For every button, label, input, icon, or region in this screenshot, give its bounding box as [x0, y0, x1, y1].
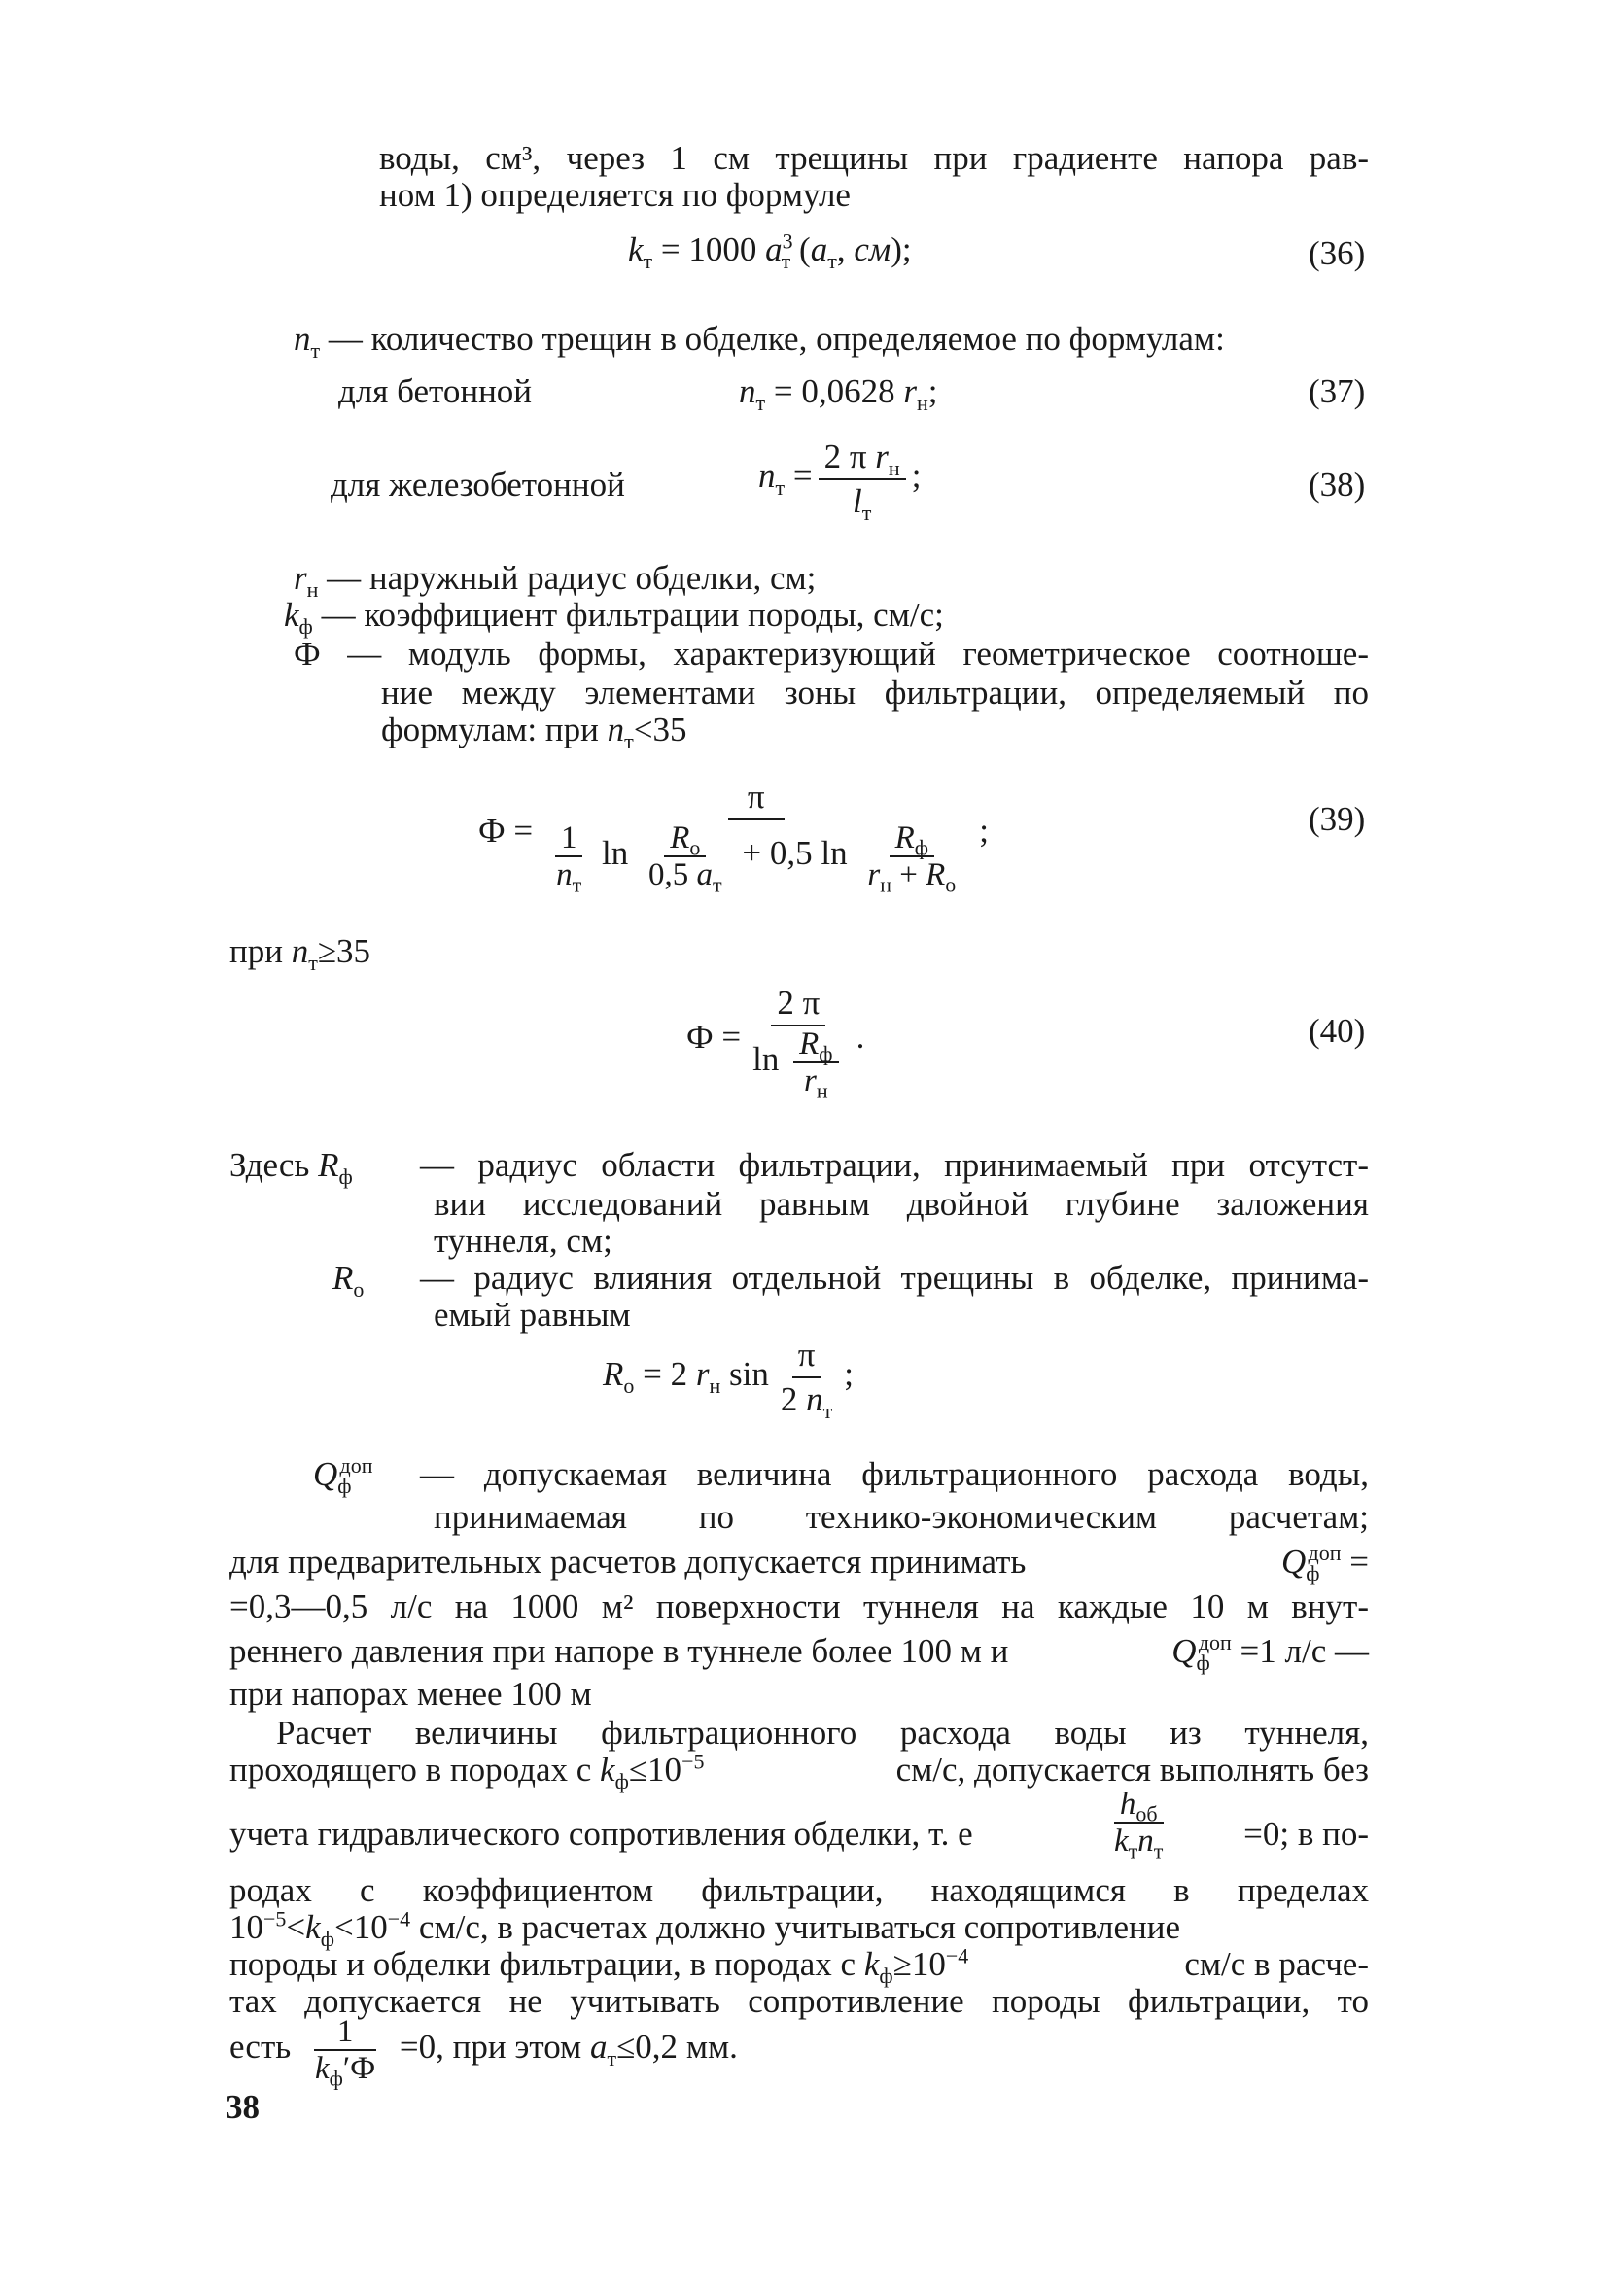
text: для предварительных расчетов допускается принимать	[229, 1543, 1027, 1581]
symbol-q: $Q_ф^{доп}$	[313, 1453, 373, 1498]
text: Здесь	[229, 1146, 310, 1184]
text-line: — допускаемая величина фильтрационного расхода воды,	[420, 1455, 1369, 1493]
text-line: — радиус области фильтрации, принимаемый при отсутст-	[420, 1146, 1369, 1184]
definition-rn: $r_н$ — наружный радиус обделки, см;	[294, 559, 817, 602]
text: породы и обделки фильтрации, в породах с	[229, 1945, 856, 1983]
text: см/с, в расчетах должно учитываться сопротивление	[418, 1908, 1180, 1946]
text: — количество трещин в обделке, определяемое по формулам:	[328, 320, 1225, 358]
text: — наружный радиус обделки, см;	[327, 559, 817, 597]
definition-ro: $R_о$	[332, 1259, 365, 1302]
text: =0; в по-	[1243, 1815, 1369, 1853]
text-line: родах с коэффициентом фильтрации, находящимся в пределах	[229, 1871, 1369, 1909]
text-line: — радиус влияния отдельной трещины в обделке, принима-	[420, 1259, 1369, 1297]
text-line: вии исследований равным двойной глубине заложения	[434, 1185, 1369, 1223]
definition-kf: $k_ф$ — коэффициент фильтрации породы, см/с;	[284, 596, 944, 639]
definition-phi: Ф — модуль формы, характеризующий геометрическое соотноше-	[294, 635, 1369, 673]
text: реннего давления при напоре в туннеле более 100 м и	[229, 1632, 1009, 1670]
equation-number: (36)	[1309, 234, 1366, 272]
formula-40: Ф = 2 π ln $\frac{R_ф}{r_н}$ .	[686, 984, 865, 1103]
text: =1 л/с —	[1240, 1632, 1369, 1670]
text-line: породы и обделки фильтрации, в породах с $k_ф\ge 10^{-4}$ см/с в расче-	[229, 1943, 1369, 1988]
formula-36: $k_т = 1000$ $a^3_т$ ($a_т$, см);	[628, 228, 912, 273]
text-line: емый равным	[434, 1296, 631, 1334]
text-line: ном 1) определяется по формуле	[379, 176, 851, 214]
text-line: есть $\frac{1}{k_ф'Ф}$ =0, при этом $a_т\le 0,2$ мм.	[229, 2014, 738, 2091]
text-line: для предварительных расчетов допускается принимать $Q_ф^{доп}$ =	[229, 1541, 1369, 1585]
text: формулам: при	[381, 711, 599, 748]
text: см/с в расче-	[1184, 1945, 1369, 1983]
text-line: формулам: при $n_т<35$	[381, 711, 687, 753]
text-line: Здесь $R_ф$	[229, 1146, 353, 1189]
label: для железобетонной	[331, 466, 625, 504]
formula-38: $n_т$ = $\frac{2 \pi r_н}{l_т}$ ;	[758, 437, 922, 525]
formula-39: Ф = π $\frac{1}{n_т}$ ln $\frac{R_о}{0,5 a_т}$ + 0,5 ln $\frac{R_ф}{r_н + R_о}$ ;	[478, 778, 989, 897]
text: есть	[229, 2028, 292, 2067]
text: =0, при этом	[399, 2028, 582, 2067]
formula-37: $n_т = 0,0628$ $r_н$;	[739, 372, 938, 415]
text-line: воды, см³, через 1 см трещины при градиенте напора рав-	[379, 139, 1369, 177]
text-line: туннеля, см;	[434, 1222, 612, 1260]
definition-nt: $n_т$ — количество трещин в обделке, определяемое по формулам:	[294, 320, 1225, 363]
text: см/с, допускается выполнять без	[895, 1751, 1369, 1789]
text-line: $10^{-5}<k_ф<10^{-4}$ см/с, в расчетах должно учитываться сопротивление	[229, 1906, 1180, 1951]
label: для бетонной	[338, 372, 533, 410]
text-line: тах допускается не учитывать сопротивление породы фильтрации, то	[229, 1982, 1369, 2020]
equation-number: (40)	[1309, 1012, 1366, 1050]
text-line: проходящего в породах с $k_ф\le 10^{-5}$ см/с, допускается выполнять без	[229, 1749, 1369, 1793]
text-line: при $n_т\ge 35$	[229, 932, 371, 975]
text: — модуль формы, характеризующий геометрическое соотноше-	[347, 635, 1369, 673]
text: учета гидравлического сопротивления обделки, т. е	[229, 1815, 973, 1853]
text: при	[229, 932, 283, 970]
equation-number: (37)	[1309, 372, 1366, 410]
text-line: принимаемая по технико-экономическим расчетам;	[434, 1498, 1369, 1536]
text-line: Расчет величины фильтрационного расхода воды из туннеля,	[276, 1714, 1369, 1752]
text-line: ние между элементами зоны фильтрации, определяемый по	[381, 674, 1369, 712]
text-line: =0,3—0,5 л/с на 1000 м² поверхности туннеля на каждые 10 м внут-	[229, 1587, 1369, 1625]
text: — коэффициент фильтрации породы, см/с;	[321, 596, 944, 634]
text: мм.	[685, 2028, 738, 2067]
equation-number: (38)	[1309, 466, 1366, 504]
text: проходящего в породах с	[229, 1751, 592, 1789]
equation-number: (39)	[1309, 800, 1366, 838]
text-line: реннего давления при напоре в туннеле более 100 м и $Q_ф^{доп} =1$ л/с —	[229, 1630, 1369, 1675]
text-line: учета гидравлического сопротивления обделки, т. е $\frac{h_{об}}{k_тn_т}$ =0; в по-	[229, 1787, 1369, 1863]
page-number: 38	[226, 2088, 260, 2126]
text-line: при напорах менее 100 м	[229, 1675, 592, 1713]
formula-ro: $R_о = 2$ $r_н$ sin $\frac{\pi}{2 n_т}$ ;	[603, 1336, 855, 1423]
